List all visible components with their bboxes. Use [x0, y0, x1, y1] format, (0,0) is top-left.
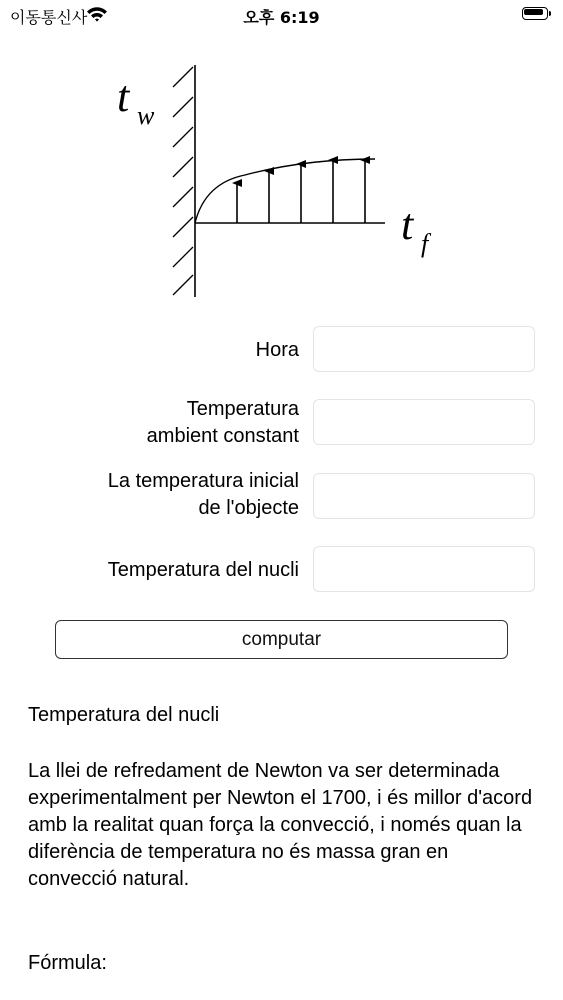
hour-label: Hora — [255, 339, 299, 361]
temperature-curve — [195, 159, 375, 223]
status-time: 오후 6:19 — [243, 8, 320, 27]
x-axis-label: t — [401, 200, 414, 249]
wall-hatching — [173, 67, 193, 295]
y-axis-subscript: w — [137, 101, 155, 130]
ambient-temperature-label: Temperatura ambient constant — [146, 398, 299, 447]
heat-arrows — [237, 160, 365, 223]
description-text: La llei de refredament de Newton va ser determinada experimentalment per Newton el 1700, i és millor d'acord amb la realitat quan força la convecció, i només quan la diferència de temperatura no és massa gran en convecció natural. — [28, 760, 533, 890]
core-temperature-label: Temperatura del nucli — [107, 559, 299, 581]
initial-temperature-label: La temperatura inicial de l'objecte — [107, 470, 299, 519]
status-bar — [0, 0, 563, 30]
y-axis-label: t — [117, 72, 130, 121]
formula-label: Fórmula: — [28, 952, 107, 974]
initial-temperature-input[interactable] — [313, 473, 535, 519]
core-temperature-input[interactable] — [313, 546, 535, 592]
compute-button[interactable]: computar — [55, 620, 508, 659]
cooling-diagram — [105, 65, 455, 305]
x-axis-subscript: f — [421, 229, 429, 258]
carrier-name: 이동통신사 — [10, 8, 88, 27]
battery-icon — [522, 7, 552, 22]
result-title: Temperatura del nucli — [28, 704, 220, 726]
hour-input[interactable] — [313, 326, 535, 372]
ambient-temperature-input[interactable] — [313, 399, 535, 445]
